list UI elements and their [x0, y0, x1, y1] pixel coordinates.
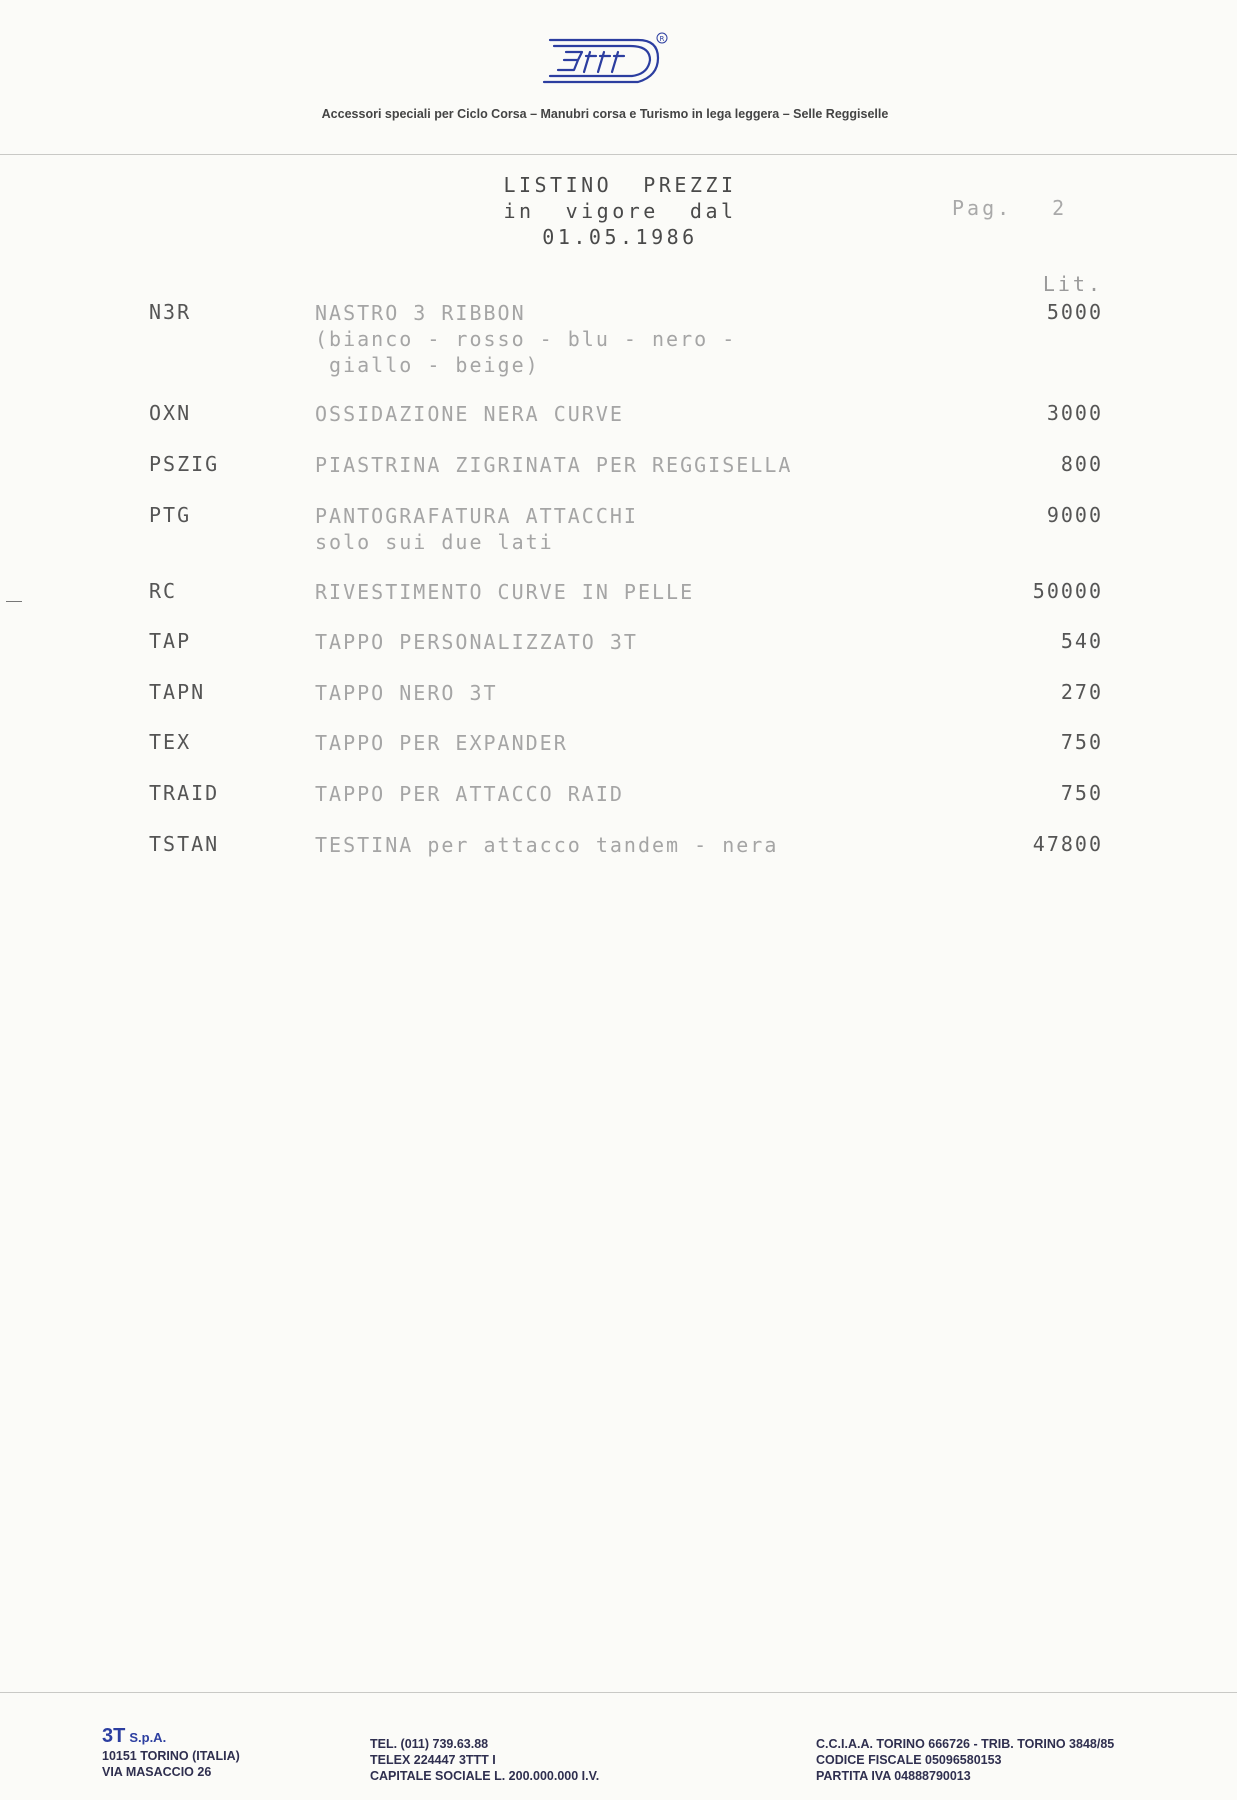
header-divider [0, 154, 1237, 155]
item-price: 50000 [1032, 579, 1103, 603]
footer-tel: TEL. (011) 739.63.88 [370, 1737, 489, 1751]
svg-text:R: R [659, 35, 665, 43]
footer-telex: TELEX 224447 3TTT I [370, 1753, 496, 1767]
item-price: 9000 [1046, 503, 1103, 527]
item-price: 5000 [1046, 300, 1103, 324]
item-price: 540 [1060, 629, 1103, 653]
page-number: 2 [1052, 196, 1068, 220]
item-code: TSTAN [149, 832, 220, 856]
item-description: TAPPO PER EXPANDER [315, 731, 568, 755]
item-description: RIVESTIMENTO CURVE IN PELLE [315, 580, 695, 604]
item-code: TAP [149, 629, 192, 653]
item-price: 750 [1060, 781, 1103, 805]
footer-fiscal-code: CODICE FISCALE 05096580153 [816, 1753, 1002, 1767]
page-label: Pag. [952, 196, 1013, 220]
table-row [0, 832, 1237, 892]
item-code: N3R [149, 300, 192, 324]
item-code: TEX [149, 730, 192, 754]
footer-address-1: 10151 TORINO (ITALIA) [102, 1749, 240, 1763]
page-indicator [952, 196, 1067, 220]
item-code: TRAID [149, 781, 220, 805]
fold-mark [6, 601, 22, 602]
item-code: RC [149, 579, 178, 603]
footer-vat: PARTITA IVA 04888790013 [816, 1769, 971, 1783]
item-price: 270 [1060, 680, 1103, 704]
title-line-1: LISTINO PREZZI [503, 173, 737, 197]
footer-company-name: 3T [102, 1725, 126, 1747]
footer-address-2: VIA MASACCIO 26 [102, 1765, 212, 1779]
company-tagline: Accessori speciali per Ciclo Corsa – Manubri corsa e Turismo in lega leggera – Selle Reggiselle [321, 107, 889, 121]
footer-capital: CAPITALE SOCIALE L. 200.000.000 I.V. [370, 1769, 600, 1783]
footer-cciaa: C.C.I.A.A. TORINO 666726 - TRIB. TORINO 3848/85 [816, 1737, 1115, 1751]
table-row [0, 503, 1237, 563]
item-code: PTG [149, 503, 192, 527]
item-code: OXN [149, 401, 192, 425]
footer-contact-block [370, 1736, 599, 1784]
item-description: TAPPO PERSONALIZZATO 3T [315, 630, 638, 654]
item-price: 3000 [1046, 401, 1103, 425]
item-code: PSZIG [149, 452, 220, 476]
item-description: OSSIDAZIONE NERA CURVE [315, 402, 624, 426]
item-price: 47800 [1032, 832, 1103, 856]
item-description: NASTRO 3 RIBBON (bianco - rosso - blu - nero - giallo - beige) [315, 301, 737, 377]
item-description: TESTINA per attacco tandem - nera [315, 833, 779, 857]
item-description: PIASTRINA ZIGRINATA PER REGGISELLA [315, 453, 793, 477]
footer-registry-block [816, 1736, 1114, 1784]
title-line-3: 01.05.1986 [542, 225, 698, 249]
item-description: PANTOGRAFATURA ATTACCHI solo sui due lati [315, 504, 638, 554]
item-code: TAPN [149, 680, 206, 704]
currency-label: Lit. [1042, 272, 1103, 296]
footer-company-block [102, 1725, 240, 1780]
title-line-2: in vigore dal [503, 199, 737, 223]
table-row [0, 300, 1237, 377]
footer-divider [0, 1692, 1237, 1693]
item-description: TAPPO PER ATTACCO RAID [315, 782, 624, 806]
price-list-title [470, 172, 770, 250]
item-price: 750 [1060, 730, 1103, 754]
item-description: TAPPO NERO 3T [315, 681, 498, 705]
item-price: 800 [1060, 452, 1103, 476]
company-logo [540, 30, 670, 92]
footer-company-suffix: S.p.A. [129, 1730, 167, 1745]
